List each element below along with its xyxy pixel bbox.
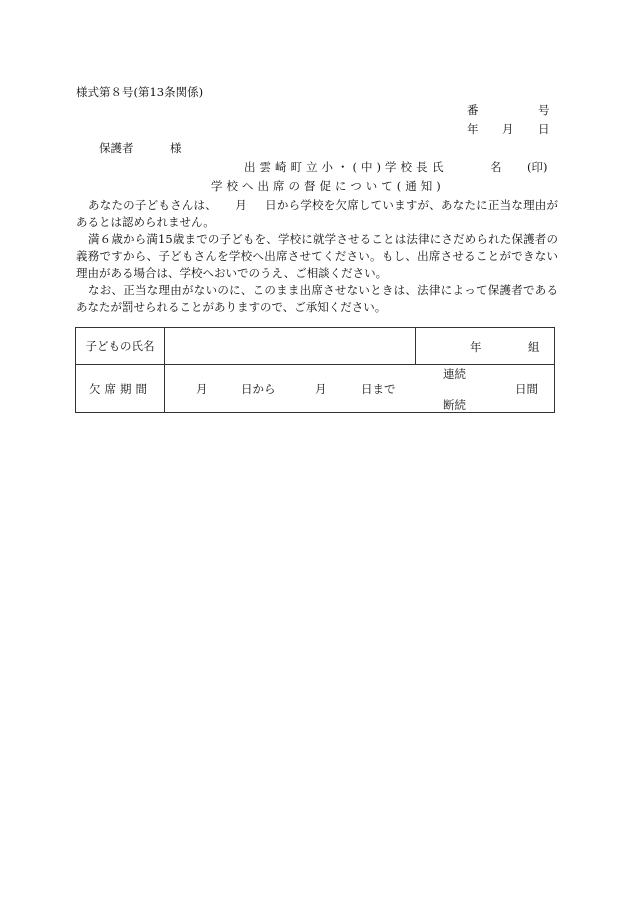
absence-table (75, 327, 555, 413)
paragraph-1: あなたの子どもさんは、 月 日から学校を欠席していますが、あなたに正当な理由があるとは認められません。 (76, 198, 559, 229)
sender-school: 出雲崎町立小・(中)学校長 (244, 160, 432, 174)
sender-mei: 名 (490, 160, 502, 174)
continuous-label: 連続 (443, 367, 466, 381)
start-month-label: 月 (196, 382, 208, 396)
absence-period-cell (165, 365, 555, 413)
end-day-label: 日まで (361, 382, 396, 396)
class-label: 組 (528, 340, 540, 354)
child-name-label: 子どもの氏名 (76, 328, 165, 365)
body-text (76, 197, 558, 316)
paragraph-3: なお、正当な理由がないのに、このまま出席させないときは、法律によって保護者であるあなたが罰せられることがありますので、ご承知ください。 (76, 283, 558, 314)
child-name-cell (165, 328, 416, 365)
sender-shi: 氏 (432, 160, 444, 174)
start-day-label: 日から (241, 382, 276, 396)
end-month-label: 月 (315, 382, 327, 396)
form-number: 様式第８号(第13条関係) (76, 85, 204, 99)
document-title: 学校へ出席の督促について(通知) (211, 179, 445, 193)
addressee-sama: 様 (170, 141, 182, 155)
grade-class-cell (416, 328, 555, 365)
days-label: 日間 (515, 382, 538, 396)
table-row (76, 328, 555, 365)
absence-period-label: 欠席期間 (76, 365, 165, 413)
number-label-go: 号 (538, 103, 550, 117)
date-month-label: 月 (502, 122, 514, 136)
date-day-label: 日 (538, 122, 550, 136)
grade-year-label: 年 (470, 340, 482, 354)
number-label-ban: 番 (467, 103, 479, 117)
addressee-label: 保護者 (99, 141, 134, 155)
table-row (76, 365, 555, 413)
date-year-label: 年 (467, 122, 479, 136)
seal-mark: (印) (527, 160, 548, 174)
intermittent-label: 断続 (443, 398, 466, 412)
paragraph-2: 満６歳から満15歳までの子どもを、学校に就学させることは法律にさだめられた保護者の義務ですから、子どもさんを学校へ出席させてください。もし、出席させることができない理由がある場合は、学校へおいでのうえ、ご相談ください。 (76, 232, 558, 280)
